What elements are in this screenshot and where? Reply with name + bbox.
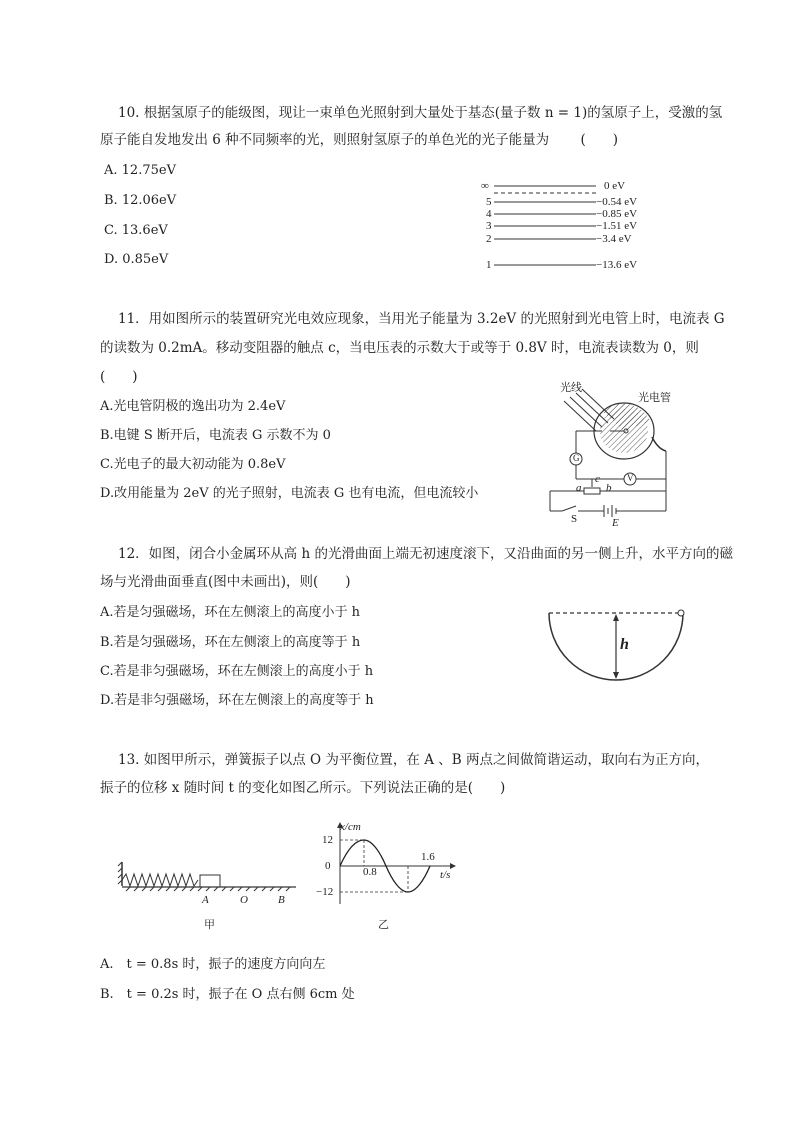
graph-ymax: 12 [322,834,333,846]
b-label: b [606,482,612,494]
tube-label: 光电管 [638,392,671,404]
graph-tend: 1.6 [421,851,435,863]
q11-stem-line1: 11．用如图所示的装置研究光电效应现象，当用光子能量为 3.2eV 的光照射到光电管上时，电流表 G [118,311,725,327]
spring [122,874,198,886]
q11-option-d: D.改用能量为 2eV 的光子照射，电流表 G 也有电流，但电流较小 [100,486,479,501]
q12-option-d: D.若是非匀强磁场，环在左侧滚上的高度等于 h [100,693,374,708]
q10-stem-line2: 原子能自发地发出 6 种不同频率的光，则照射氢原子的单色光的光子能量为 ( ) [100,132,618,148]
level-inf-n: ∞ [481,180,489,192]
v-label: V [627,473,634,483]
q12-option-b: B.若是匀强磁场，环在左侧滚上的高度等于 h [100,635,361,650]
q11-option-a: A.光电管阴极的逸出功为 2.4eV [100,399,286,414]
spring-drawing [116,860,302,900]
q11-option-b: B.电键 S 断开后，电流表 G 示数不为 0 [100,428,331,443]
q13-option-b: B. t = 0.2s 时，振子在 O 点右侧 6cm 处 [100,987,355,1002]
level-4-n: 4 [486,208,492,220]
q13-option-a: A. t = 0.8s 时，振子的速度方向向左 [100,957,326,972]
level-5-energy: −0.54 eV [596,196,638,208]
q12-option-c: C.若是非匀强磁场，环在左侧滚上的高度小于 h [100,664,374,679]
q11-stem-line2: 的读数为 0.2mA。移动变阻器的触点 c，当电压表的示数大于或等于 0.8V 时，电流表读数为 0，则 [100,340,699,356]
caption-jia: 甲 [204,919,215,931]
graph-ymin: −12 [316,886,334,898]
level-3-energy: −1.51 eV [596,220,638,232]
c-label: c [595,473,600,485]
graph-xlabel: t/s [440,869,451,881]
graph-tmid: 0.8 [363,866,377,878]
q13-stem-line2: 振子的位移 x 随时间 t 的变化如图乙所示。下列说法正确的是( ) [100,780,506,796]
graph-ylabel: x/cm [340,821,361,833]
point-a-label: A [202,894,209,906]
light-label: 光线 [560,382,582,394]
point-o-label: O [240,894,248,906]
q10-option-a: A. 12.75eV [104,163,176,178]
point-b-label: B [278,894,285,906]
energy-level-lines [480,178,680,278]
level-2-energy-text: −3.4 eV [596,233,632,245]
level-4-energy: −0.85 eV [596,208,638,220]
metal-ring [678,610,684,616]
q12-option-a: A.若是匀强磁场，环在左侧滚上的高度小于 h [100,605,361,620]
q12-stem-line1: 12．如图，闭合小金属环从高 h 的光滑曲面上端无初速度滚下，又沿曲面的另一侧上升，水平方向的磁 [118,546,733,562]
level-3-n: 3 [486,220,492,232]
level-1-energy: −13.6 eV [596,259,638,271]
level-inf-energy: 0 eV [604,180,626,192]
q10-option-c: C. 13.6eV [104,223,168,238]
semicircle-drawing [544,604,690,684]
level-1-n: 1 [486,259,492,271]
q10-stem-line1: 10. 根据氢原子的能级图，现让一束单色光照射到大量处于基态(量子数 n = 1)的氢原子上，受激的氢 [118,105,723,121]
q12-stem-line2: 场与光滑曲面垂直(图中未画出)，则( ) [100,574,351,590]
q11-stem-line3: ( ) [100,369,138,385]
q13-stem-line1: 13. 如图甲所示，弹簧振子以点 O 为平衡位置，在 A 、B 两点之间做简谐运动，取向右为正方向， [118,752,709,768]
g-label: G [573,453,580,463]
oscillator-block [200,875,220,887]
h-label: h [620,636,629,653]
q11-option-c: C.光电子的最大初动能为 0.8eV [100,457,286,472]
q10-option-b: B. 12.06eV [104,193,177,208]
e-label: E [612,517,619,529]
q10-option-d: D. 0.85eV [104,252,169,267]
rheostat [584,488,600,494]
caption-yi: 乙 [378,919,389,931]
level-2-n: 2 [486,233,492,245]
s-label: S [571,513,578,525]
a-label: a [576,482,582,494]
level-5-n: 5 [486,196,492,208]
graph-yzero: 0 [325,860,331,872]
